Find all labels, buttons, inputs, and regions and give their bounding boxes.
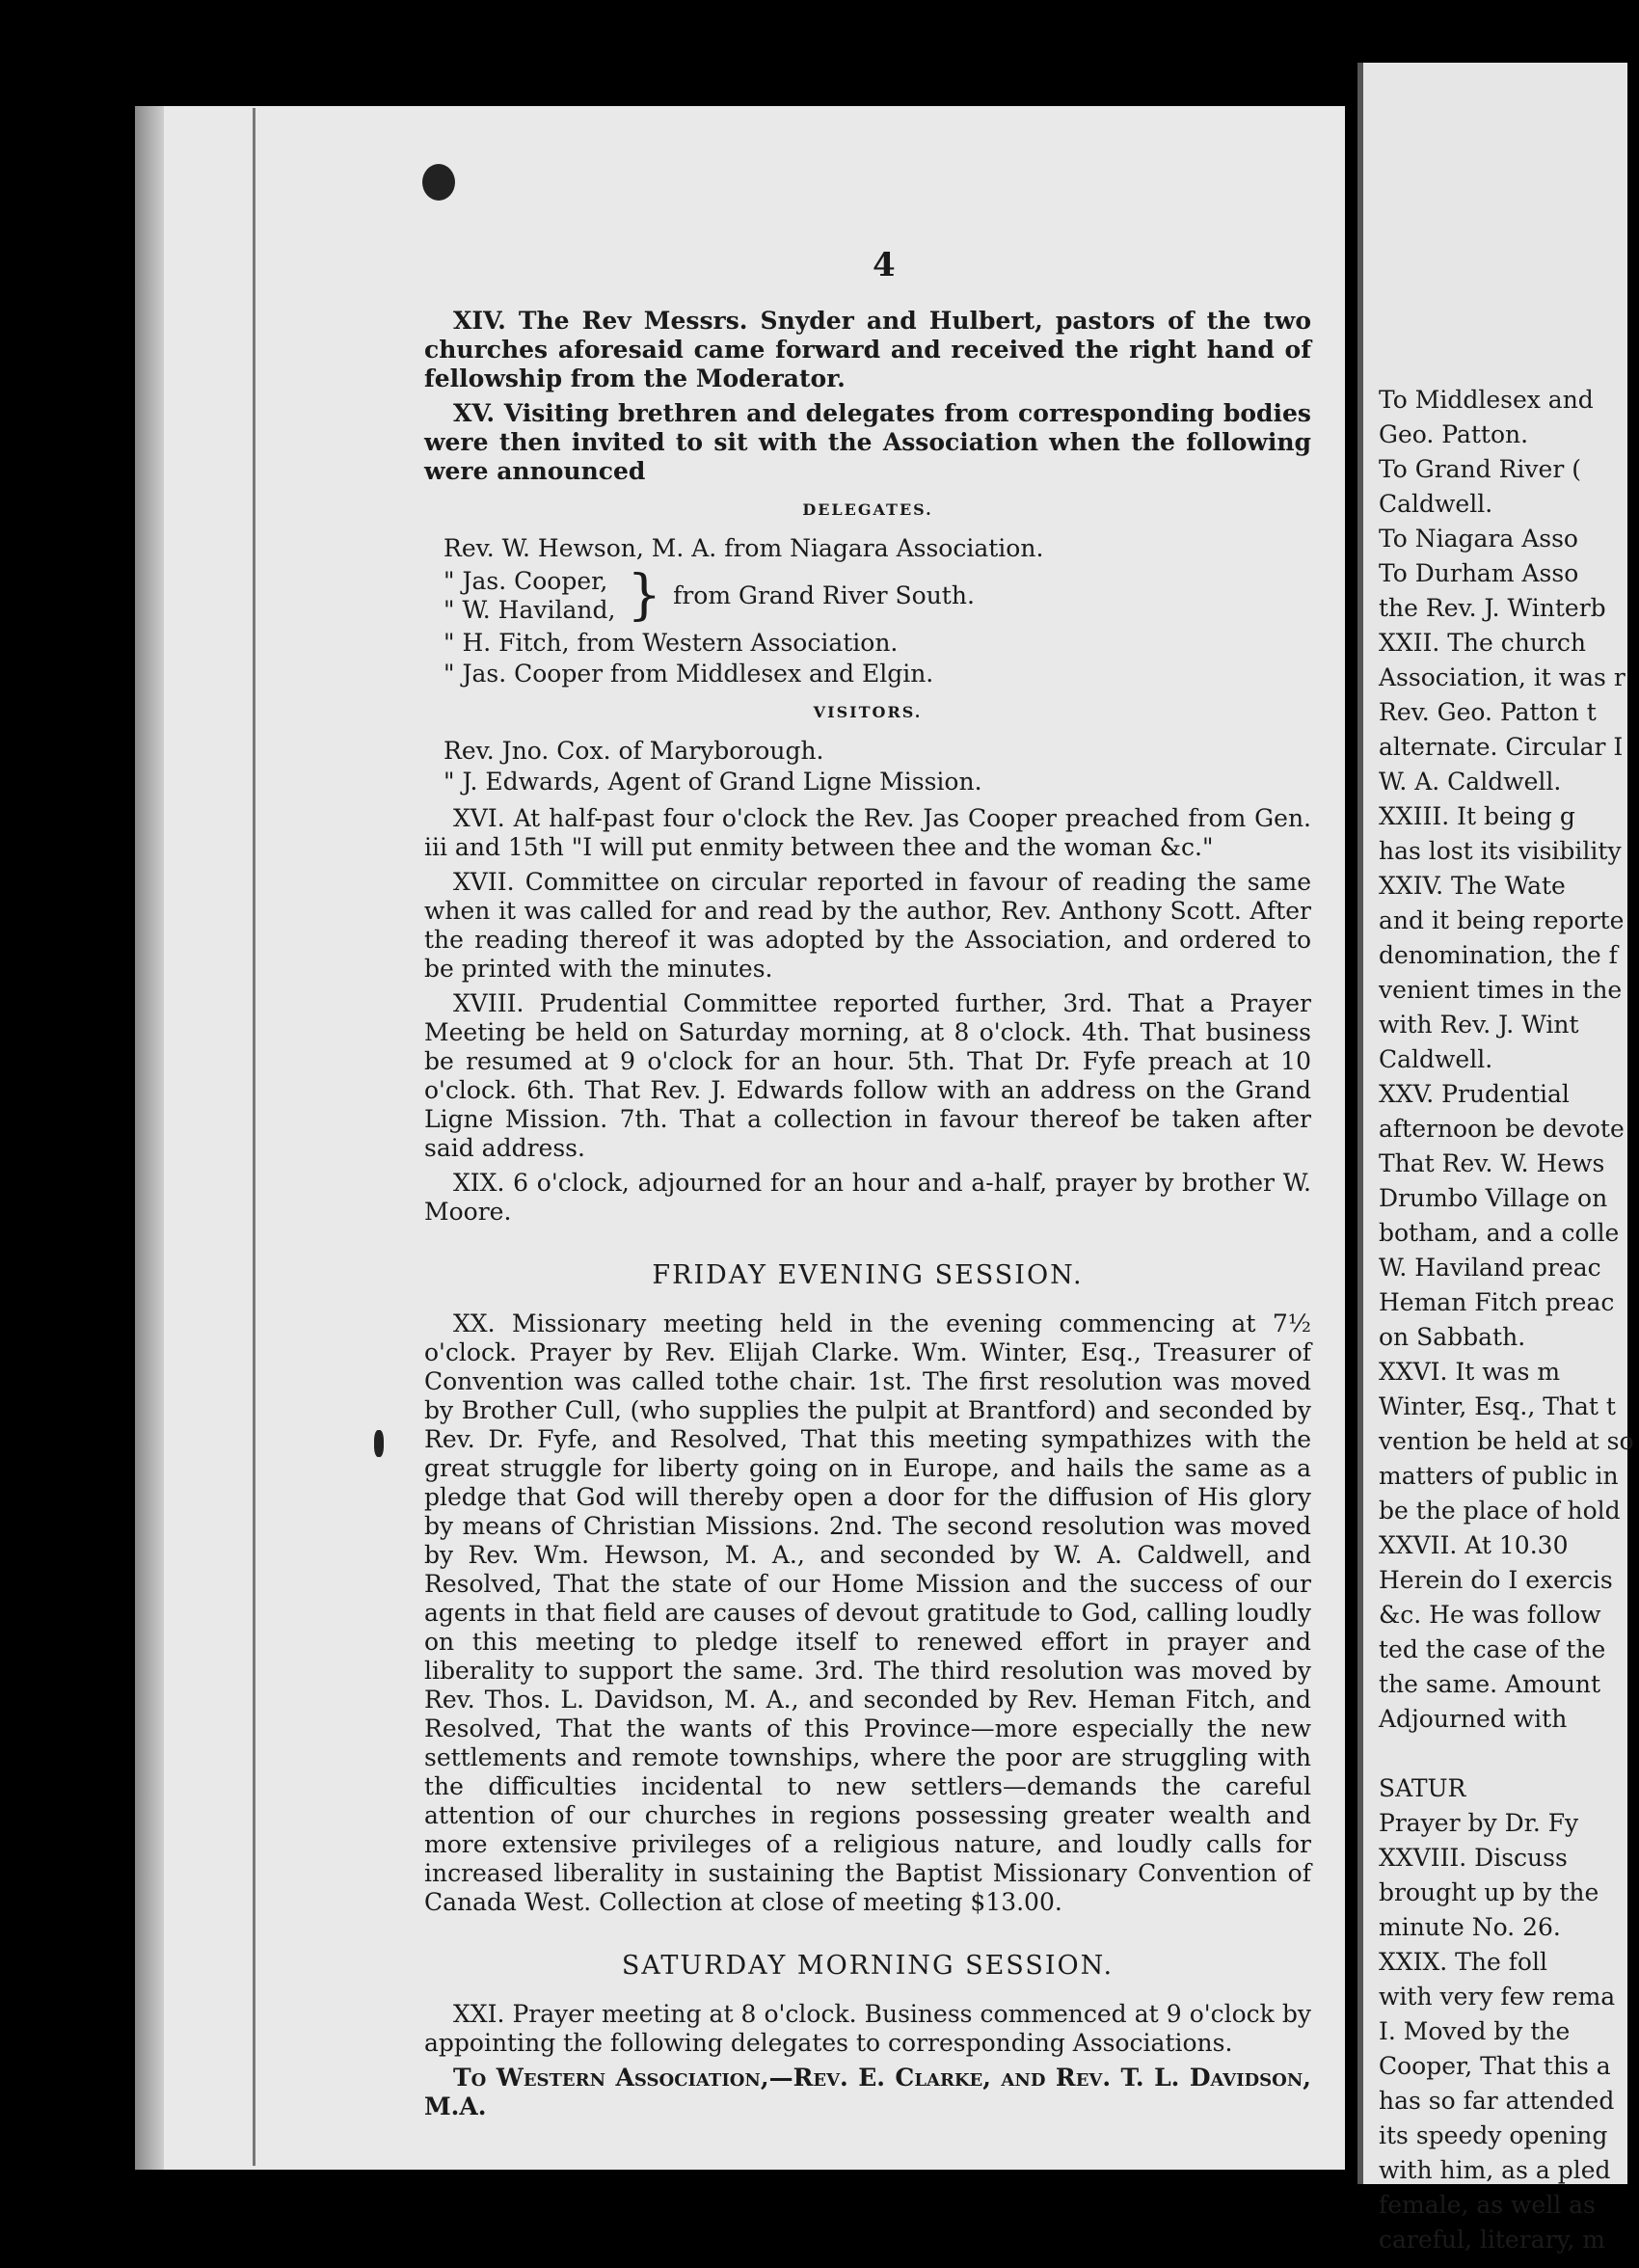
facing-page-line: botham, and a colle bbox=[1379, 1219, 1620, 1247]
facing-page-line: afternoon be devote bbox=[1379, 1115, 1625, 1143]
facing-page-line: That Rev. W. Hews bbox=[1379, 1149, 1605, 1177]
facing-page-line: ted the case of the bbox=[1379, 1635, 1606, 1663]
facing-page-line: alternate. Circular I bbox=[1379, 733, 1624, 761]
facing-page-line: venient times in the bbox=[1379, 976, 1623, 1004]
delegate-group-source: from Grand River South. bbox=[673, 581, 975, 609]
facing-page-line: Caldwell. bbox=[1379, 1045, 1493, 1073]
facing-page-line: XXVI. It was m bbox=[1379, 1358, 1561, 1386]
delegate-group-names bbox=[443, 567, 615, 625]
facing-page-line: female, as well as bbox=[1379, 2191, 1596, 2219]
facing-page-line: W. Haviland preac bbox=[1379, 1254, 1601, 1282]
paragraph-xvi: XVI. At half-past four o'clock the Rev. Jas Cooper preached from Gen. iii and 15th "I will put enmity between thee and the woman &c." bbox=[424, 804, 1311, 861]
facing-page-line: Winter, Esq., That t bbox=[1379, 1392, 1616, 1420]
facing-page-line: Prayer by Dr. Fy bbox=[1379, 1809, 1579, 1837]
facing-page-line: W. A. Caldwell. bbox=[1379, 768, 1562, 796]
ink-blot bbox=[422, 164, 455, 201]
facing-page-line: vention be held at so bbox=[1379, 1427, 1634, 1455]
margin-rule bbox=[253, 108, 255, 2166]
paragraph-xvii: XVII. Committee on circular reported in favour of reading the same when it was called for and read by the author, Rev. Anthony Scott. After the reading thereof it was adopted by the Association, and ordered to be printed with the minutes. bbox=[424, 868, 1311, 983]
facing-page-line: brought up by the bbox=[1379, 1878, 1599, 1906]
paragraph-xxi: XXI. Prayer meeting at 8 o'clock. Business commenced at 9 o'clock by appointing the following delegates to corresponding Associations. bbox=[424, 2000, 1311, 2057]
facing-page-line: be the place of hold bbox=[1379, 1497, 1621, 1525]
facing-page-line: Drumbo Village on bbox=[1379, 1184, 1608, 1212]
facing-page-line: XXV. Prudential bbox=[1379, 1080, 1570, 1108]
saturday-session-heading: SATURDAY MORNING SESSION. bbox=[621, 1951, 1115, 1981]
facing-page-line: To Durham Asso bbox=[1379, 559, 1579, 587]
facing-page-line: the Rev. J. Winterb bbox=[1379, 594, 1606, 622]
facing-page bbox=[1357, 63, 1634, 2254]
facing-page-line: has lost its visibility bbox=[1379, 837, 1622, 865]
main-column bbox=[424, 307, 1311, 2127]
facing-page-line: careful, literary, m bbox=[1379, 2226, 1605, 2254]
facing-page-edge bbox=[1357, 63, 1363, 2184]
facing-page-line: Herein do I exercis bbox=[1379, 1566, 1613, 1594]
delegate-line: Rev. W. Hewson, M. A. from Niagara Association. bbox=[443, 534, 1044, 562]
facing-page-line: Geo. Patton. bbox=[1379, 420, 1529, 448]
facing-page-line: XXIII. It being g bbox=[1379, 802, 1575, 830]
brace-glyph: } bbox=[627, 564, 662, 627]
delegate-line: " Jas. Cooper from Middlesex and Elgin. bbox=[443, 660, 934, 688]
delegate-name: " Jas. Cooper, bbox=[443, 567, 608, 595]
paragraph-xiv: XIV. The Rev Messrs. Snyder and Hulbert, pastors of the two churches aforesaid came forward and received the right hand of fellowship from the Moderator. bbox=[424, 307, 1311, 392]
facing-page-line: I. Moved by the bbox=[1379, 2017, 1571, 2045]
facing-page-line: To Middlesex and bbox=[1379, 386, 1594, 414]
facing-page-line: &c. He was follow bbox=[1379, 1601, 1601, 1629]
facing-page-line: with Rev. J. Wint bbox=[1379, 1011, 1579, 1039]
facing-page-line: XXVII. At 10.30 bbox=[1379, 1531, 1569, 1559]
friday-session-heading: FRIDAY EVENING SESSION. bbox=[652, 1260, 1084, 1290]
facing-page-line: To Niagara Asso bbox=[1379, 525, 1578, 553]
facing-page-line: SATUR bbox=[1379, 1774, 1466, 1802]
paragraph-xix: XIX. 6 o'clock, adjourned for an hour and a-half, prayer by brother W. Moore. bbox=[424, 1169, 1311, 1226]
facing-page-line: Cooper, That this a bbox=[1379, 2052, 1611, 2080]
delegate-line: " H. Fitch, from Western Association. bbox=[443, 629, 899, 657]
facing-page-line: matters of public in bbox=[1379, 1462, 1619, 1490]
facing-page-line: Adjourned with bbox=[1379, 1705, 1568, 1733]
facing-page-line: with him, as a pled bbox=[1379, 2156, 1611, 2184]
paragraph-xv: XV. Visiting brethren and delegates from corresponding bodies were then invited to sit with the Association when the following were announced bbox=[424, 399, 1311, 485]
visitor-line: " J. Edwards, Agent of Grand Ligne Mission. bbox=[443, 768, 982, 796]
facing-page-line: Association, it was r bbox=[1379, 663, 1626, 691]
delegate-name: " W. Haviland, bbox=[443, 596, 616, 624]
delegates-list bbox=[443, 534, 1311, 688]
facing-page-line: minute No. 26. bbox=[1379, 1913, 1561, 1941]
page-number: 4 bbox=[873, 246, 896, 284]
facing-page-line: its speedy opening bbox=[1379, 2121, 1608, 2149]
delegates-heading: DELEGATES. bbox=[802, 500, 933, 519]
facing-page-text bbox=[1379, 386, 1639, 2260]
paragraph-xx: XX. Missionary meeting held in the evening commencing at 7½ o'clock. Prayer by Rev. Elijah Clarke. Wm. Winter, Esq., Treasurer of Convention was called tothe chair. 1st. The first resolution was moved by Brother Cull, (who supplies the pulpit at Brantford) and seconded by Rev. Dr. Fyfe, and Resolved, That this meeting sympathizes with the great struggle for liberty going on in Europe, and hails the same as a pledge that God will thereby open a door for the diffusion of His glory by means of Christian Missions. 2nd. The second resolution was moved by Rev. Wm. Hewson, M. A., and seconded by W. A. Caldwell, and Resolved, That the state of our Home Mission and the success of our agents in that field are causes of devout gratitude to God, calling loudly on this meeting to pledge itself to renewed effort in prayer and liberality to support the same. 3rd. The third resolution was moved by Rev. Thos. L. Davidson, M. A., and seconded by Rev. Heman Fitch, and Resolved, That the wants of this Province—more especially the new settlements and remote townships, where the poor are struggling with the difficulties incidental to new settlers—demands the careful attention of our churches in regions possessing greater wealth and more extensive privileges of a religious nature, and loudly calls for increased liberality in sustaining the Baptist Missionary Convention of Canada West. Collection at close of meeting $13.00. bbox=[424, 1310, 1311, 1916]
facing-page-line: and it being reporte bbox=[1379, 906, 1625, 934]
facing-page-line: Heman Fitch preac bbox=[1379, 1288, 1615, 1316]
paragraph-xviii: XVIII. Prudential Committee reported further, 3rd. That a Prayer Meeting be held on Saturday morning, at 8 o'clock. 4th. That business be resumed at 9 o'clock for an hour. 5th. That Dr. Fyfe preach at 10 o'clock. 6th. That Rev. J. Edwards follow with an address on the Grand Ligne Mission. 7th. That a collection in favour thereof be taken after said address. bbox=[424, 989, 1311, 1162]
facing-page-line bbox=[1379, 1740, 1639, 1774]
ink-speck bbox=[374, 1430, 384, 1457]
delegate-group bbox=[443, 565, 1311, 627]
facing-page-line: Caldwell. bbox=[1379, 490, 1493, 518]
facing-page-line: XXIX. The foll bbox=[1379, 1948, 1547, 1976]
facing-page-line: on Sabbath. bbox=[1379, 1323, 1526, 1351]
visitor-line: Rev. Jno. Cox. of Maryborough. bbox=[443, 737, 824, 765]
facing-page-line: To Grand River ( bbox=[1379, 455, 1581, 483]
page-gutter-shadow bbox=[135, 106, 164, 2170]
facing-page-line: denomination, the f bbox=[1379, 941, 1618, 969]
facing-page-line: XXVIII. Discuss bbox=[1379, 1844, 1568, 1872]
facing-page-line: XXII. The church bbox=[1379, 629, 1587, 657]
facing-page-line: Rev. Geo. Patton t bbox=[1379, 698, 1597, 726]
western-association-line: To Western Association,—Rev. E. Clarke, and Rev. T. L. Davidson, M.A. bbox=[424, 2064, 1311, 2120]
visitors-list bbox=[443, 737, 1311, 796]
facing-page-line: with very few rema bbox=[1379, 1983, 1616, 2011]
facing-page-line: XXIV. The Wate bbox=[1379, 872, 1566, 900]
visitors-heading: VISITORS. bbox=[813, 703, 923, 721]
facing-page-line: has so far attended bbox=[1379, 2087, 1615, 2115]
facing-page-line: the same. Amount bbox=[1379, 1670, 1601, 1698]
